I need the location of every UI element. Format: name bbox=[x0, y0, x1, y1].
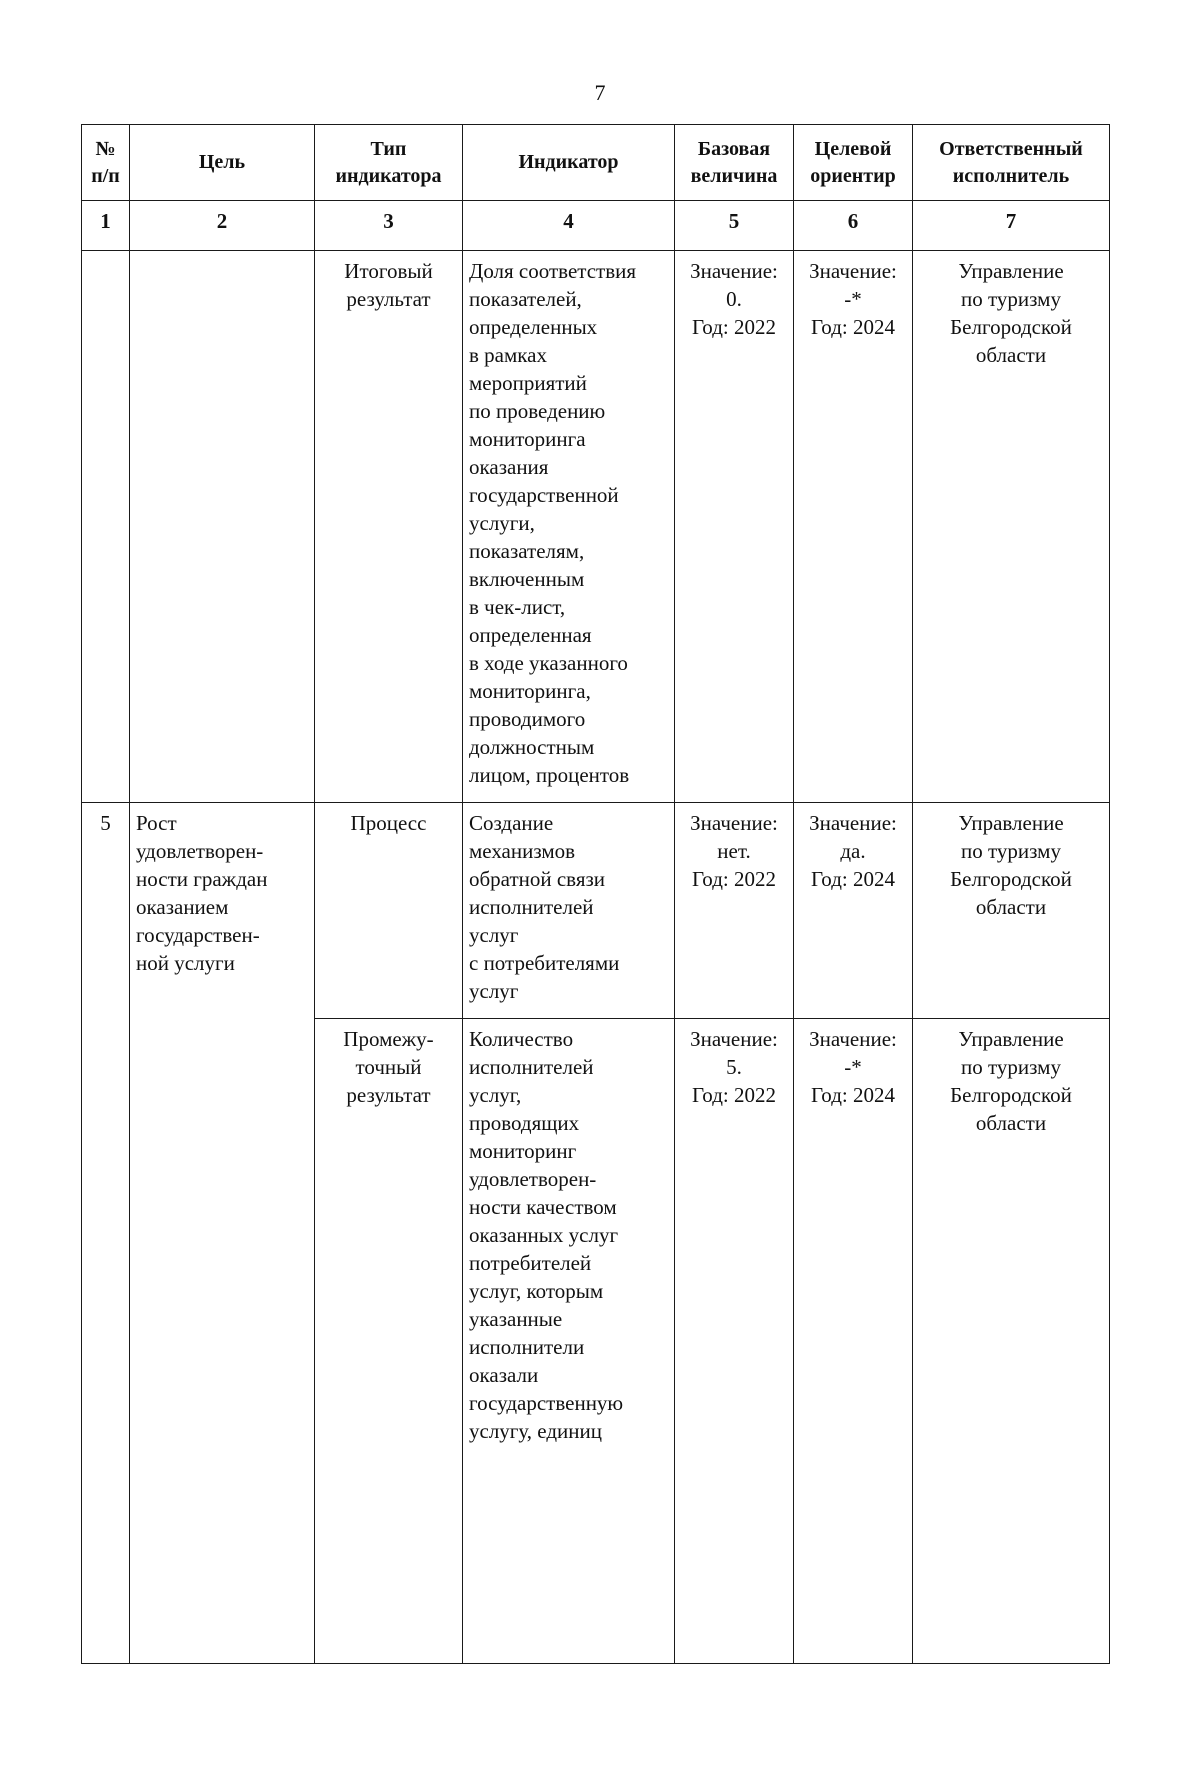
target-value-cell: Значение: да. Год: 2024 bbox=[794, 803, 913, 1019]
column-number: 2 bbox=[130, 201, 315, 251]
table-row bbox=[82, 803, 1110, 1019]
column-number: 1 bbox=[82, 201, 130, 251]
goal-cell: Рост удовлетворен- ности граждан оказанием государствен- ной услуги bbox=[130, 803, 315, 1664]
base-value-cell: Значение: 0. Год: 2022 bbox=[675, 251, 794, 803]
page-number: 7 bbox=[594, 80, 606, 105]
table-header-row bbox=[82, 125, 1110, 201]
column-number: 6 bbox=[794, 201, 913, 251]
base-value-cell: Значение: нет. Год: 2022 bbox=[675, 803, 794, 1019]
column-number: 4 bbox=[463, 201, 675, 251]
header-responsible: Ответственный исполнитель bbox=[913, 125, 1110, 201]
row-number: 5 bbox=[82, 803, 130, 1664]
column-number: 3 bbox=[315, 201, 463, 251]
column-number: 7 bbox=[913, 201, 1110, 251]
indicator-cell: Доля соответствия показателей, определенных в рамках мероприятий по проведению мониторинга оказания государственной услуги, показателям, включенным в чек-лист, определенная в ходе указанного мониторинга, проводимого должностным лицом, процентов bbox=[463, 251, 675, 803]
column-number-row bbox=[82, 201, 1110, 251]
header-indicator: Индикатор bbox=[463, 125, 675, 201]
target-value-cell: Значение: -* Год: 2024 bbox=[794, 1019, 913, 1664]
indicator-type-cell: Процесс bbox=[315, 803, 463, 1019]
row-number bbox=[82, 251, 130, 803]
header-indicator-type: Тип индикатора bbox=[315, 125, 463, 201]
responsible-cell: Управление по туризму Белгородской области bbox=[913, 1019, 1110, 1664]
header-number: № п/п bbox=[82, 125, 130, 201]
header-target: Целевой ориентир bbox=[794, 125, 913, 201]
indicator-cell: Количество исполнителей услуг, проводящих мониторинг удовлетворен- ности качеством оказанных услуг потребителей услуг, которым указанные исполнители оказали государственную услугу, единиц bbox=[463, 1019, 675, 1664]
target-value-cell: Значение: -* Год: 2024 bbox=[794, 251, 913, 803]
responsible-cell: Управление по туризму Белгородской области bbox=[913, 803, 1110, 1019]
indicators-table bbox=[81, 124, 1110, 1664]
column-number: 5 bbox=[675, 201, 794, 251]
indicator-cell: Создание механизмов обратной связи исполнителей услуг с потребителями услуг bbox=[463, 803, 675, 1019]
header-goal: Цель bbox=[130, 125, 315, 201]
header-base-value: Базовая величина bbox=[675, 125, 794, 201]
indicator-type-cell: Итоговый результат bbox=[315, 251, 463, 803]
indicator-type-cell: Промежу- точный результат bbox=[315, 1019, 463, 1664]
responsible-cell: Управление по туризму Белгородской области bbox=[913, 251, 1110, 803]
goal-cell bbox=[130, 251, 315, 803]
table-row bbox=[82, 251, 1110, 803]
base-value-cell: Значение: 5. Год: 2022 bbox=[675, 1019, 794, 1664]
